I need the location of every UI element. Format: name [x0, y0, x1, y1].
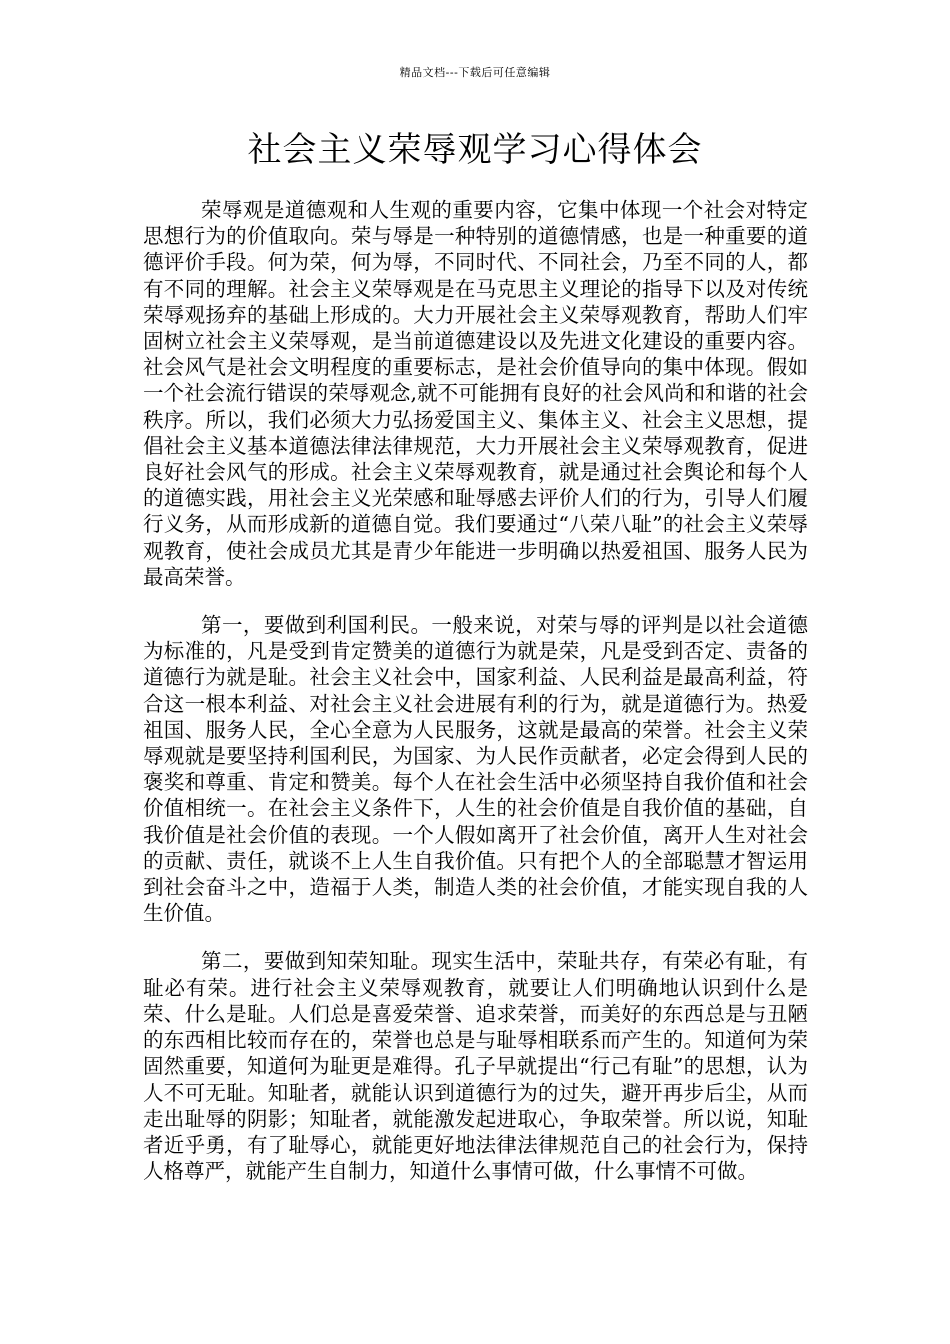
document-body: [143, 197, 808, 1206]
paragraph-second-point: 第二，要做到知荣知耻。现实生活中，荣耻共存，有荣必有耻，有耻必有荣。进行社会主义荣辱观教育，就要让人们明确地认识到什么是荣、什么是耻。人们总是喜爱荣誉、追求荣誉，而美好的东西总是与丑陋的东西相比较而存在的，荣誉也总是与耻辱相联系而产生的。知道何为荣固然重要，知道何为耻更是难得。孔子早就提出“行己有耻”的思想，认为人不可无耻。知耻者，就能认识到道德行为的过失，避开再步后尘，从而走出耻辱的阴影；知耻者，就能激发起进取心，争取荣誉。所以说，知耻者近乎勇，有了耻辱心，就能更好地法律法律规范自己的社会行为，保持人格尊严，就能产生自制力，知道什么事情可做，什么事情不可做。: [143, 949, 808, 1184]
document-title: 社会主义荣辱观学习心得体会: [247, 130, 703, 170]
paragraph-intro: 荣辱观是道德观和人生观的重要内容，它集中体现一个社会对特定思想行为的价值取向。荣与辱是一种特别的道德情感，也是一种重要的道德评价手段。何为荣，何为辱，不同时代、不同社会，乃至不同的人，都有不同的理解。社会主义荣辱观是在马克思主义理论的指导下以及对传统荣辱观扬弃的基础上形成的。大力开展社会主义荣辱观教育，帮助人们牢固树立社会主义荣辱观，是当前道德建设以及先进文化建设的重要内容。社会风气是社会文明程度的重要标志，是社会价值导向的集中体现。假如一个社会流行错误的荣辱观念,就不可能拥有良好的社会风尚和和谐的社会秩序。所以，我们必须大力弘扬爱国主义、集体主义、社会主义思想，提倡社会主义基本道德法律法律规范，大力开展社会主义荣辱观教育，促进良好社会风气的形成。社会主义荣辱观教育，就是通过社会舆论和每个人的道德实践，用社会主义光荣感和耻辱感去评价人们的行为，引导人们履行义务，从而形成新的道德自觉。我们要通过“八荣八耻”的社会主义荣辱观教育，使社会成员尤其是青少年能进一步明确以热爱祖国、服务人民为最高荣誉。: [143, 198, 808, 589]
paragraph-first-point: 第一，要做到利国利民。一般来说，对荣与辱的评判是以社会道德为标准的，凡是受到肯定赞美的道德行为就是荣，凡是受到否定、责备的道德行为就是耻。社会主义社会中，国家利益、人民利益是最高利益，符合这一根本利益、对社会主义社会进展有利的行为，就是道德行为。热爱祖国、服务人民，全心全意为人民服务，这就是最高的荣誉。社会主义荣辱观就是要坚持利国利民，为国家、为人民作贡献者，必定会得到人民的褒奖和尊重、肯定和赞美。每个人在社会生活中必须坚持自我价值和社会价值相统一。在社会主义条件下，人生的社会价值是自我价值的基础，自我价值是社会价值的表现。一个人假如离开了社会价值，离开人生对社会的贡献、责任，就谈不上人生自我价值。只有把个人的全部聪慧才智运用到社会奋斗之中，造福于人类，制造人类的社会价值，才能实现自我的人生价值。: [143, 613, 808, 926]
header-note: 精品文档---下载后可任意编辑: [399, 66, 551, 79]
